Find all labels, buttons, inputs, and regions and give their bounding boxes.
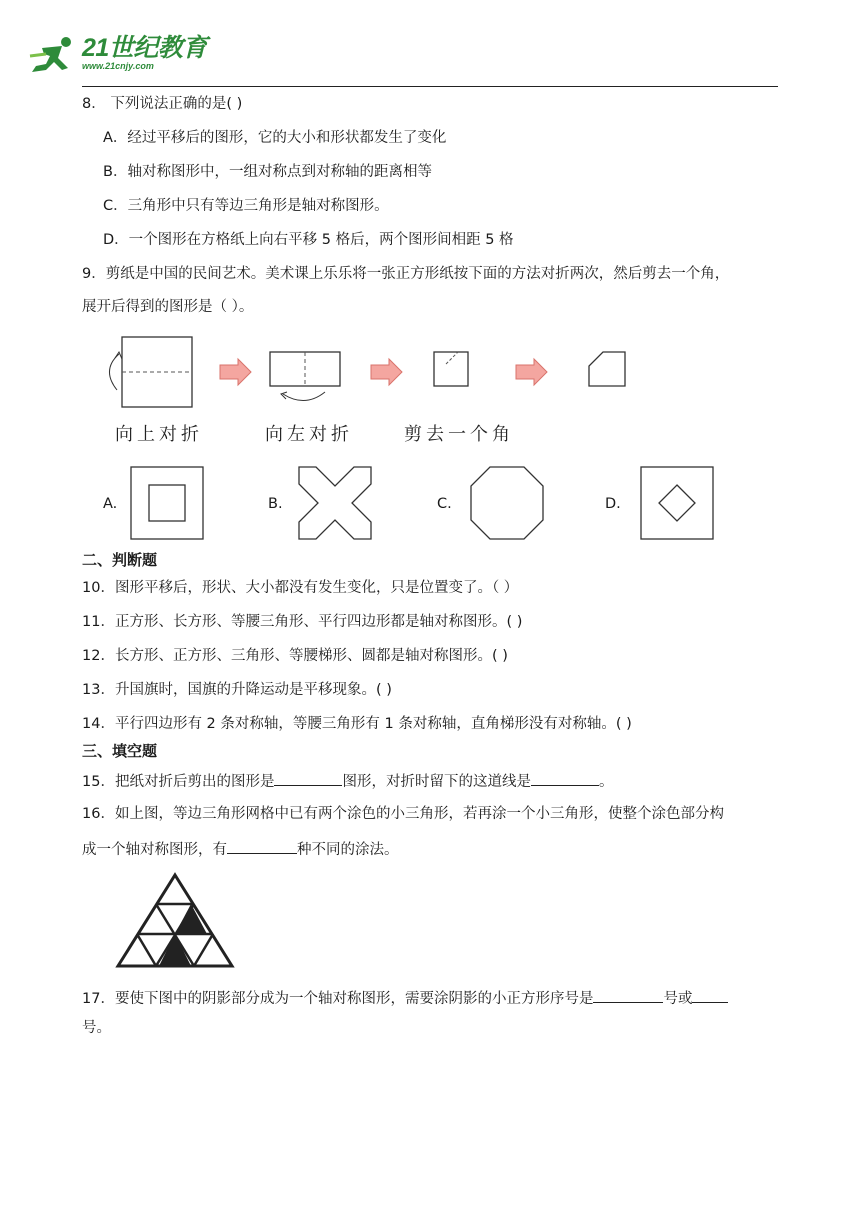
q16-line1: 16．如上图，等边三角形网格中已有两个涂色的小三角形，若再涂一个小三角形，使整个涂色部分构 bbox=[82, 806, 724, 822]
option-b-figure bbox=[298, 466, 372, 540]
q11: 11．正方形、长方形、等腰三角形、平行四边形都是轴对称图形。( ) bbox=[82, 614, 523, 630]
q16-blank[interactable] bbox=[227, 838, 297, 854]
q15-blank-1[interactable] bbox=[274, 770, 342, 786]
folded-rect-icon bbox=[270, 352, 340, 401]
q8-option-a: A．经过平移后的图形，它的大小和形状都发生了变化 bbox=[103, 130, 447, 146]
q8-option-c: C．三角形中只有等边三角形是轴对称图形。 bbox=[103, 198, 389, 214]
cut-corner-icon bbox=[589, 352, 625, 386]
logo-url: www.21cnjy.com bbox=[82, 61, 154, 71]
triangle-grid-figure bbox=[115, 872, 235, 970]
q9-stem-line2: 展开后得到的图形是（ ）。 bbox=[82, 299, 254, 315]
q15-blank-2[interactable] bbox=[531, 770, 599, 786]
arrow-icon bbox=[220, 359, 251, 385]
arrow-icon bbox=[371, 359, 402, 385]
q9-option-b-label: B. bbox=[268, 496, 283, 512]
section-2-title: 二、判断题 bbox=[82, 551, 158, 569]
q17-line1 bbox=[82, 987, 728, 1009]
q17-line2: 号。 bbox=[82, 1020, 111, 1036]
caption-fold-left: 向左对折 bbox=[265, 424, 353, 445]
q17-text-b: 号或 bbox=[663, 991, 693, 1007]
caption-fold-up: 向上对折 bbox=[115, 424, 203, 445]
q10: 10．图形平移后，形状、大小都没有发生变化，只是位置变了。（ ） bbox=[82, 580, 519, 596]
q15-text-c: 。 bbox=[598, 774, 614, 790]
option-a-figure bbox=[130, 466, 204, 540]
option-c-figure bbox=[470, 466, 544, 540]
arrow-icon bbox=[516, 359, 547, 385]
caption-cut-corner: 剪去一个角 bbox=[404, 424, 514, 445]
q16-text-b: 种不同的涂法。 bbox=[297, 842, 399, 858]
q15-text-b: 图形，对折时留下的这道线是 bbox=[342, 774, 531, 790]
small-square-icon bbox=[434, 352, 468, 386]
q15 bbox=[82, 770, 613, 792]
q16-text-a: 成一个轴对称图形，有 bbox=[82, 842, 227, 858]
q8-stem: 8． 下列说法正确的是( ) bbox=[82, 96, 243, 112]
option-d-figure bbox=[640, 466, 714, 540]
header-divider bbox=[82, 86, 778, 87]
q17-blank-1[interactable] bbox=[593, 987, 663, 1003]
q17-text-a: 17．要使下图中的阴影部分成为一个轴对称图形，需要涂阴影的小正方形序号是 bbox=[82, 991, 594, 1007]
q14: 14．平行四边形有 2 条对称轴，等腰三角形有 1 条对称轴，直角梯形没有对称轴。( ) bbox=[82, 716, 632, 732]
q8-option-d: D．一个图形在方格纸上向右平移 5 格后，两个图形间相距 5 格 bbox=[103, 232, 514, 248]
q12: 12．长方形、正方形、三角形、等腰梯形、圆都是轴对称图形。( ) bbox=[82, 648, 508, 664]
section-3-title: 三、填空题 bbox=[82, 742, 158, 760]
q16-line2 bbox=[82, 838, 399, 860]
q9-stem-line1: 9．剪纸是中国的民间艺术。美术课上乐乐将一张正方形纸按下面的方法对折两次，然后剪去一个角， bbox=[82, 266, 730, 282]
q9-option-c-label: C. bbox=[437, 496, 452, 512]
logo-runner-icon bbox=[28, 34, 80, 76]
q8-option-b: B．轴对称图形中，一组对称点到对称轴的距离相等 bbox=[103, 164, 432, 180]
q15-text-a: 15．把纸对折后剪出的图形是 bbox=[82, 774, 275, 790]
folding-process-figure bbox=[95, 330, 655, 420]
square-paper-icon bbox=[109, 337, 192, 407]
q9-option-a-label: A. bbox=[103, 496, 118, 512]
q17-blank-2[interactable] bbox=[692, 987, 728, 1003]
logo-text: 21世纪教育 bbox=[82, 34, 207, 62]
q9-option-d-label: D. bbox=[605, 496, 621, 512]
q13: 13．升国旗时，国旗的升降运动是平移现象。( ) bbox=[82, 682, 392, 698]
